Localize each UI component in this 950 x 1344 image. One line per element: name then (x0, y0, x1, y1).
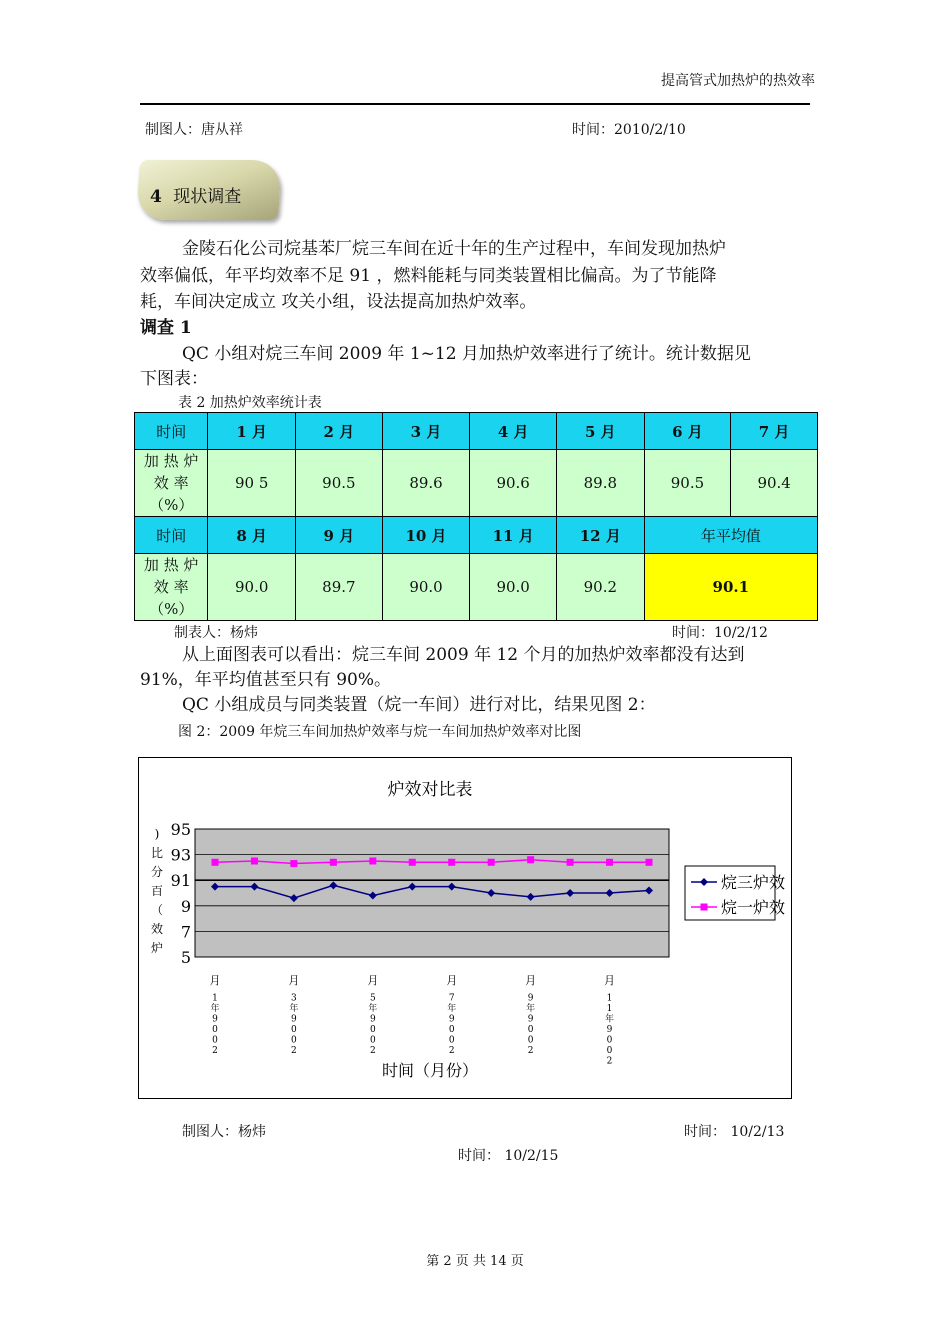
table-footer-left: 制表人：杨炜 (174, 625, 258, 641)
data-point (290, 860, 297, 867)
p2-line2: 下图表： (140, 369, 208, 389)
data-point (488, 859, 495, 866)
data-point (330, 859, 337, 866)
p3-line1: 从上面图表可以看出：烷三车间 2009 年 12 个月的加热炉效率都没有达到 (182, 645, 745, 665)
x-tick-label-char: 月 (525, 974, 537, 987)
p3-line2: 91%，年平均值甚至只有 90%。 (140, 670, 391, 690)
x-tick-label-char: 9 (606, 1025, 613, 1035)
efficiency-header-line: 加 热 炉 (143, 556, 199, 574)
data-point (527, 856, 534, 863)
x-tick-label-char: 0 (369, 1035, 376, 1046)
x-tick-label-char: 9 (212, 1014, 218, 1025)
x-tick-label-char: 2 (527, 1046, 534, 1056)
value-cell: 89.8 (556, 450, 644, 517)
x-tick-label-char: 9 (527, 993, 534, 1004)
data-point (251, 858, 258, 865)
efficiency-comparison-chart (139, 758, 791, 1098)
x-tick-label-char: 2 (291, 1046, 297, 1056)
x-tick-label-char: 年 (605, 1014, 615, 1025)
value-cell: 90.5 (644, 450, 731, 517)
value-cell: 90.0 (382, 554, 470, 621)
chart-title: 炉效对比表 (387, 780, 473, 800)
annual-average-value: 90.1 (644, 554, 817, 621)
efficiency-header-line: （%） (149, 496, 194, 514)
survey-label: 调查 1 (140, 318, 192, 338)
p1-line2: 效率偏低，年平均效率不足 91 ，燃料能耗与同类装置相比偏高。为了节能降 (140, 266, 717, 286)
x-tick-label-char: 2 (448, 1046, 455, 1056)
data-point (369, 858, 376, 865)
y-tick-label: 93 (170, 845, 191, 865)
y-axis-label-char: ) (154, 827, 160, 841)
y-axis-label-char: 分 (150, 865, 164, 879)
annual-average-header: 年平均值 (644, 517, 817, 554)
x-tick-label-char: 0 (369, 1025, 376, 1035)
month-cell: 6 月 (644, 413, 731, 450)
page-footer: 第 2 页 共 14 页 (426, 1254, 524, 1269)
extra-time: 时间： 10/2/15 (458, 1148, 559, 1164)
month-cell: 11 月 (470, 517, 557, 554)
x-tick-label-char: 月 (209, 974, 221, 987)
x-tick-label-char: 0 (212, 1025, 218, 1035)
p4-line: QC 小组成员与同类装置（烷一车间）进行对比，结果见图 2： (182, 695, 656, 715)
x-tick-label-char: 年 (210, 1004, 220, 1014)
section-heading (150, 182, 241, 207)
table-row (135, 450, 818, 517)
x-tick-label-char: 0 (291, 1025, 297, 1035)
drawer-right: 时间：2010/2/10 (572, 122, 686, 138)
table-row (135, 517, 818, 554)
x-tick-label-char: 0 (212, 1035, 218, 1046)
efficiency-header (135, 554, 208, 621)
month-cell: 3 月 (382, 413, 470, 450)
x-axis-label: 时间（月份） (381, 1061, 479, 1080)
x-tick-label-char: 3 (291, 993, 297, 1004)
x-tick-label-char: 5 (369, 993, 376, 1004)
data-point (606, 859, 613, 866)
y-tick-label: 95 (170, 820, 191, 839)
data-point (646, 859, 653, 866)
value-cell: 90.0 (208, 554, 296, 621)
x-tick-label-char: 月 (288, 974, 300, 987)
y-axis-label-char: 比 (150, 846, 164, 860)
month-cell: 12 月 (556, 517, 644, 554)
value-cell: 89.6 (382, 450, 470, 517)
x-tick-label-char: 0 (448, 1035, 455, 1046)
month-cell: 9 月 (296, 517, 383, 554)
value-cell: 90.4 (731, 450, 818, 517)
data-point (409, 859, 416, 866)
y-tick-label: 9 (180, 896, 191, 916)
efficiency-header-line: 加 热 炉 (143, 452, 199, 470)
x-tick-label-char: 9 (291, 1014, 297, 1025)
data-point (212, 859, 219, 866)
month-cell: 5 月 (556, 413, 644, 450)
legend-label: 烷三炉效 (721, 873, 786, 892)
x-tick-label-char: 年 (289, 1004, 299, 1014)
table-row (135, 413, 818, 450)
y-axis-label-char: 百 (150, 884, 164, 898)
chart-footer-left: 制图人：杨炜 (182, 1124, 266, 1140)
value-cell: 90.5 (296, 450, 383, 517)
x-tick-label-char: 0 (606, 1035, 613, 1046)
y-axis-label-char: （ (150, 903, 164, 917)
data-point (567, 859, 574, 866)
value-cell: 90 5 (208, 450, 296, 517)
data-point (448, 859, 455, 866)
x-tick-label-char: 1 (606, 1004, 613, 1014)
value-cell: 90.6 (470, 450, 557, 517)
x-tick-label-char: 0 (291, 1035, 297, 1046)
header-title: 提高管式加热炉的热效率 (661, 73, 815, 89)
y-tick-label: 91 (170, 871, 191, 891)
x-tick-label-char: 年 (526, 1004, 536, 1014)
x-tick-label-char: 7 (448, 993, 455, 1004)
y-axis-label-char: 效 (150, 922, 164, 936)
month-cell: 7 月 (731, 413, 818, 450)
legend-label: 烷一炉效 (721, 898, 786, 917)
x-tick-label-char: 9 (369, 1014, 376, 1025)
month-cell: 4 月 (470, 413, 557, 450)
x-tick-label-char: 1 (212, 993, 218, 1004)
efficiency-header-line: 效 率 (153, 474, 189, 492)
p2-line1: QC 小组对烷三车间 2009 年 1~12 月加热炉效率进行了统计。统计数据见 (182, 344, 751, 364)
month-cell: 10 月 (382, 517, 470, 554)
p1-line3: 耗，车间决定成立 攻关小组，设法提高加热炉效率。 (140, 292, 537, 312)
x-tick-label-char: 2 (212, 1046, 218, 1056)
x-tick-label-char: 0 (527, 1025, 534, 1035)
efficiency-header (135, 450, 208, 517)
y-tick-label: 5 (180, 948, 191, 967)
x-tick-label-char: 年 (447, 1004, 457, 1014)
value-cell: 90.0 (470, 554, 557, 621)
chart-footer-right: 时间： 10/2/13 (684, 1124, 785, 1140)
x-tick-label-char: 9 (527, 1014, 534, 1025)
month-cell: 1 月 (208, 413, 296, 450)
x-tick-label-char: 0 (527, 1035, 534, 1046)
month-cell: 8 月 (208, 517, 296, 554)
table-footer-right: 时间：10/2/12 (672, 625, 768, 641)
x-tick-label-char: 1 (606, 993, 613, 1004)
x-tick-label-char: 月 (604, 974, 616, 987)
figure-caption: 图 2：2009 年烷三车间加热炉效率与烷一车间加热炉效率对比图 (178, 724, 582, 740)
section-title: 现状调查 (173, 187, 242, 207)
legend-marker (701, 904, 708, 911)
efficiency-table (134, 412, 818, 621)
x-tick-label-char: 0 (448, 1025, 455, 1035)
chart-frame (138, 757, 792, 1099)
x-tick-label-char: 月 (446, 974, 458, 987)
p1-line1: 金陵石化公司烷基苯厂烷三车间在近十年的生产过程中，车间发现加热炉 (182, 239, 726, 259)
value-cell: 89.7 (296, 554, 383, 621)
month-cell: 2 月 (296, 413, 383, 450)
value-cell: 90.2 (556, 554, 644, 621)
time-header: 时间 (135, 413, 208, 450)
efficiency-header-line: （%） (149, 600, 194, 618)
x-tick-label-char: 2 (606, 1056, 613, 1067)
y-tick-label: 7 (180, 922, 191, 942)
y-axis-label-char: 炉 (150, 941, 164, 955)
drawer-left: 制图人：唐从祥 (145, 122, 243, 138)
x-tick-label-char: 9 (448, 1014, 455, 1025)
header-rule (140, 103, 810, 105)
efficiency-header-line: 效 率 (153, 578, 189, 596)
time-header: 时间 (135, 517, 208, 554)
x-tick-label-char: 0 (606, 1046, 613, 1056)
section-number: 4 (150, 187, 162, 207)
x-tick-label-char: 月 (367, 974, 379, 987)
table-row (135, 554, 818, 621)
x-tick-label-char: 2 (369, 1046, 376, 1056)
table-caption: 表 2 加热炉效率统计表 (178, 395, 322, 411)
x-tick-label-char: 年 (368, 1004, 378, 1014)
